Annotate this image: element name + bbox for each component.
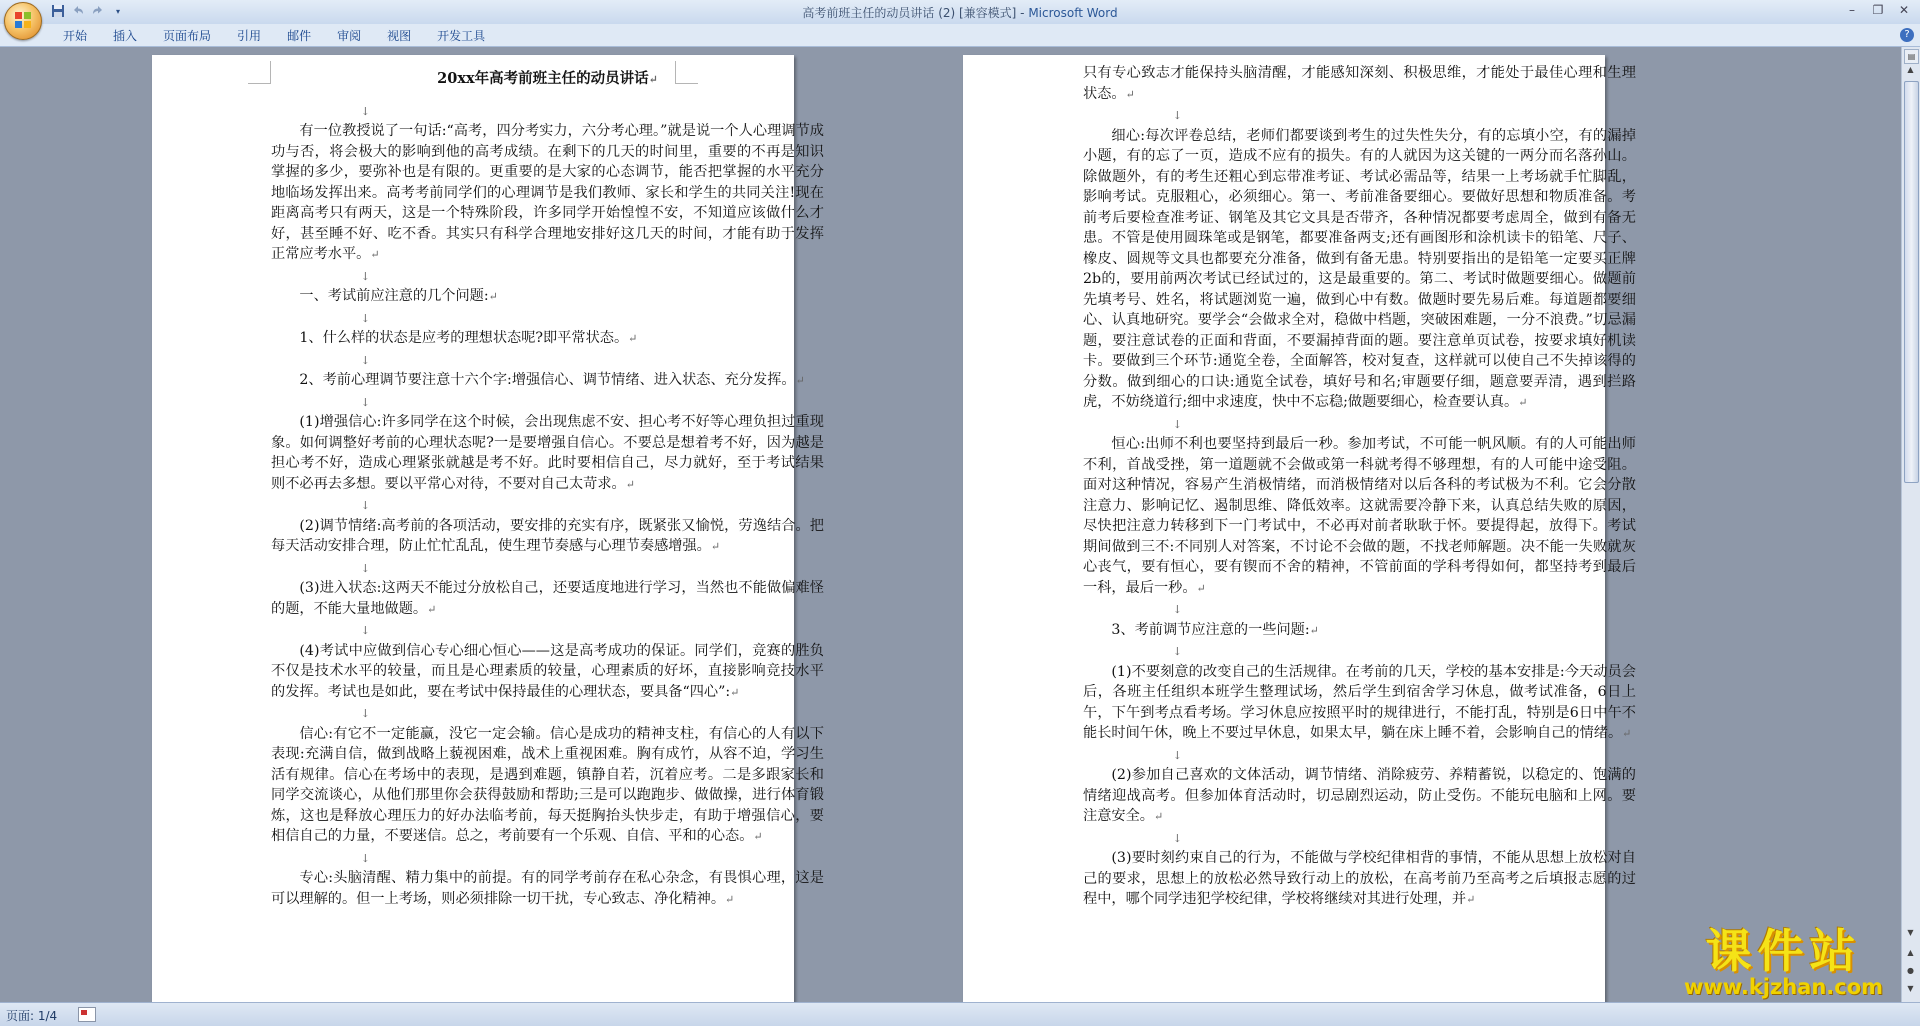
ribbon-tab[interactable]: 开发工具 <box>437 29 486 43</box>
empty-paragraph <box>271 848 824 869</box>
paragraph-mark-icon: ↵ <box>1196 581 1206 595</box>
macro-record-icon[interactable] <box>78 1007 96 1022</box>
status-bar <box>0 1002 1920 1026</box>
paragraph <box>271 578 824 620</box>
paragraph-text: (1)增强信心:许多同学在这个时候，会出现焦虑不安、担心考不好等心理负担过重现象。如何调整好考前的心理状态呢?一是要增强自信心。不要总是想着考不好，因为越是担心考不好，造成心理紧张就越是考不好。此时要相信自己，尽力就好，至于考试结果则不必再去多想。要以平常心对待，不要对自己太苛求。 <box>271 414 824 492</box>
watermark-logo <box>1661 925 1906 1005</box>
select-browse-object-icon[interactable]: ● <box>1907 966 1914 975</box>
paragraph <box>1083 434 1636 599</box>
paragraph-text: 一、考试前应注意的几个问题: <box>299 288 489 304</box>
paragraph-text: 细心:每次评卷总结，老师们都要谈到考生的过失性失分，有的忘填小空，有的漏掉小题，有的忘了一页，造成不应有的损失。有的人就因为这关键的一两分而名落孙山。除做题外，有的考生还粗心到忘带准考证、考试必需品等，结果一上考场就手忙脚乱，影响考试。克服粗心，必须细心。第一、考前准备要细心。要做好思想和物质准备。考前考后要检查准考证、钢笔及其它文具是否带齐，各种情况都要考虑周全，做到有备无患。不管是使用圆珠笔或是钢笔，都要准备两支;还有画图形和涂机读卡的铅笔、尺子、橡皮、圆规等文具也都要充分准备，做到有备无患。特别要指出的是铅笔一定要买正牌2b的，要用前两次考试已经试过的，这是最重要的。第二、考试时做题要细心。做题前先填考号、姓名，将试题浏览一遍，做到心中有数。做题时要先易后难。每道题都要细心、认真地研究。要学会“会做求全对，稳做中档题，突破困难题，一分不浪费。”切忌漏题，要注意试卷的正面和背面，不要漏掉背面的题。要注意单页试卷，按要求填好机读卡。要做到三个环节:通览全卷，全面解答，校对复查，这样就可以使自己不失掉该得的分数。做到细心的口诀:通览全试卷，填好号和名;审题要仔细，题意要弄清，遇到拦路虎，不妨绕道行;细中求速度，快中不忘稳;做题要细心，检查要认真。 <box>1083 127 1636 410</box>
empty-paragraph <box>271 620 824 641</box>
paragraph-mark-icon: ↵ <box>1309 623 1319 637</box>
paragraph <box>1083 126 1636 414</box>
paragraph-mark-icon: ↵ <box>710 540 721 553</box>
help-icon[interactable]: ? <box>1900 28 1914 42</box>
empty-paragraph <box>1083 414 1636 435</box>
paragraph-text: 1、什么样的状态是应考的理想状态呢?即平常状态。 <box>299 330 629 346</box>
paragraph-mark-icon: ↓ <box>360 499 370 512</box>
paragraph-text: (2)参加自己喜欢的文体活动，调节情绪、消除疲劳、养精蓄锐，以稳定的、饱满的情绪迎战高考。但参加体育活动时，切忌剧烈运动，防止受伤。不能玩电脑和上网。要注意安全。 <box>1083 767 1636 824</box>
empty-paragraph <box>271 703 824 724</box>
paragraph-text: 20xx年高考前班主任的动员讲话 <box>437 70 649 87</box>
document-page-2[interactable] <box>963 55 1636 1002</box>
empty-paragraph <box>1083 641 1636 662</box>
paragraph-mark-icon: ↵ <box>1518 396 1528 409</box>
paragraph-text: (3)进入状态:这两天不能过分放松自己，还要适度地进行学习，当然也不能做偏难怪的题，不能大量地做题。 <box>271 580 824 617</box>
paragraph <box>271 641 824 704</box>
empty-paragraph <box>271 350 824 371</box>
paragraph-mark-icon: ↓ <box>360 395 370 409</box>
document-area[interactable] <box>0 47 1902 1002</box>
empty-paragraph <box>1083 745 1636 766</box>
paragraph-mark-icon: ↵ <box>725 892 735 906</box>
page-text[interactable] <box>271 63 824 910</box>
ribbon-tab[interactable]: 视图 <box>387 29 412 43</box>
empty-paragraph <box>271 558 824 579</box>
watermark-title: 课件站 <box>1705 924 1862 978</box>
customize-icon[interactable]: ▾ <box>115 6 120 16</box>
paragraph-text: 恒心:出师不利也要坚持到最后一秒。参加考试，不可能一帆风顺。有的人可能出师不利，首战受挫，第一道题就不会做或第一科就考得不够理想，有的人可能中途受阻。面对这种情况，容易产生消极情绪，而消极情绪对以后各科的考试极为不利。它会分散注意力、影响记忆、遏制思维、降低效率。这就需要冷静下来，认真总结失败的原因，尽快把注意力转移到下一门考试中，不必再对前者耿耿于怀。要提得起，放得下。考试期间做到三不:不同别人对答案，不讨论不会做的题，不找老师解题。决不能一失败就灰心丧气，要有恒心，要有锲而不舍的精神，不管前面的学科考得如何，都坚持考到最后一科，最后一秒。 <box>1083 436 1636 596</box>
paragraph <box>271 328 824 350</box>
paragraph-text: 有一位教授说了一句话:“高考，四分考实力，六分考心理。”就是说一个人心理调节成功与否，将会极大的影响到他的高考成绩。在剩下的几天的时间里，重要的不再是知识掌握的多少，要弥补也是有限的。更重要的是大家的心态调节，能否把掌握的水平充分地临场发挥出来。高考考前同学们的心理调节是我们教师、家长和学生的共同关注!现在距离高考只有两天，这是一个特殊阶段，许多同学开始惶惶不安，不知道应该做什么才好，甚至睡不好、吃不香。其实只有科学合理地安排好这几天的时间，才能有助于发挥正常应考水平。 <box>271 123 824 262</box>
paragraph-mark-icon: ↓ <box>360 269 370 283</box>
paragraph <box>271 286 824 308</box>
paragraph-text: (2)调节情绪:高考前的各项活动，要安排的充实有序，既紧张又愉悦，劳逸结合。把每天活动安排合理，防止忙忙乱乱，使生理节奏感与心理节奏感增强。 <box>271 517 824 554</box>
paragraph-mark-icon: ↵ <box>625 477 635 491</box>
ribbon-tab[interactable]: 开始 <box>63 29 88 43</box>
paragraph <box>271 121 824 266</box>
paragraph-mark-icon: ↵ <box>795 374 805 387</box>
paragraph-mark-icon: ↵ <box>427 602 437 616</box>
title-bar <box>0 0 1920 25</box>
ribbon-tabs <box>50 28 498 44</box>
ribbon-tab[interactable]: 页面布局 <box>163 29 212 43</box>
paragraph <box>1083 63 1636 105</box>
paragraph-mark-icon: ↵ <box>730 685 740 699</box>
document-heading <box>271 69 824 91</box>
paragraph-mark-icon: ↓ <box>360 624 370 637</box>
office-button[interactable] <box>4 2 42 40</box>
paragraph <box>271 868 824 910</box>
paragraph-text: 信心:有它不一定能赢，没它一定会输。信心是成功的精神支柱，有信心的人有以下表现:充满自信，做到战略上藐视困难，战术上重视困难。胸有成竹，从容不迫，学习生活有规律。信心在考场中的表现，是遇到难题，镇静自若，沉着应考。二是多跟家长和同学交流谈心，从他们那里你会获得鼓励和帮助;三是可以跑跑步、做做操，进行体育锻炼，这也是释放心理压力的好办法临考前，每天挺胸抬头快步走，有助于增强信心，要相信自己的力量，不要迷信。总之，考前要有一个乐观、自信、平和的心态。 <box>271 725 824 844</box>
paragraph <box>271 724 824 848</box>
paragraph-mark-icon: ↵ <box>488 290 498 303</box>
next-page-icon[interactable]: ▼ <box>1907 984 1914 993</box>
ribbon-tab[interactable]: 审阅 <box>337 29 362 43</box>
ruler-toggle-icon[interactable]: ▤ <box>1904 49 1919 64</box>
paragraph <box>271 370 824 392</box>
paragraph <box>1083 662 1636 745</box>
paragraph-mark-icon: ↵ <box>1622 727 1632 740</box>
paragraph-mark-icon: ↓ <box>360 104 370 118</box>
empty-paragraph <box>271 392 824 413</box>
scroll-thumb[interactable] <box>1904 81 1919 483</box>
close-icon[interactable]: ✕ <box>1898 3 1910 17</box>
paragraph <box>1083 765 1636 828</box>
restore-icon[interactable]: ❐ <box>1872 3 1884 17</box>
paragraph-mark-icon: ↵ <box>1466 893 1476 906</box>
vertical-scrollbar[interactable] <box>1901 47 1920 1002</box>
paragraph-mark-icon: ↓ <box>1172 831 1182 845</box>
paragraph-mark-icon: ↓ <box>360 707 370 720</box>
paragraph <box>1083 848 1636 911</box>
paragraph-mark-icon: ↓ <box>360 851 370 865</box>
document-page-1[interactable] <box>152 55 824 1002</box>
paragraph-mark-icon: ↵ <box>648 73 658 86</box>
paragraph-mark-icon: ↓ <box>360 353 370 367</box>
scroll-down-icon[interactable]: ▼ <box>1907 928 1914 937</box>
previous-page-icon[interactable]: ▲ <box>1907 948 1914 957</box>
watermark-url: www.kjzhan.com <box>1683 975 1884 999</box>
empty-paragraph <box>1083 828 1636 849</box>
paragraph-mark-icon: ↓ <box>360 311 370 325</box>
ribbon <box>0 24 1920 47</box>
window-controls <box>1842 2 1914 18</box>
document-title: 高考前班主任的动员讲话 (2) [兼容模式] - <box>802 6 1029 20</box>
empty-paragraph <box>271 266 824 287</box>
empty-paragraph <box>1083 105 1636 126</box>
paragraph-text: 专心:头脑清醒、精力集中的前提。有的同学考前存在私心杂念，有畏惧心理，这是可以理解的。但一上考场，则必须排除一切干扰，专心致志、净化精神。 <box>271 870 824 907</box>
paragraph-text: 3、考前调节应注意的一些问题: <box>1111 621 1310 638</box>
paragraph-mark-icon: ↵ <box>1125 87 1135 101</box>
paragraph-text: 2、考前心理调节要注意十六个字:增强信心、调节情绪、进入状态、充分发挥。 <box>299 372 796 388</box>
ribbon-tab[interactable]: 插入 <box>113 29 138 43</box>
margin-corner-mark <box>248 61 271 84</box>
scroll-up-icon[interactable]: ▲ <box>1907 65 1914 74</box>
paragraph-text: (4)考试中应做到信心专心细心恒心——这是高考成功的保证。同学们，竞赛的胜负不仅是技术水平的较量，而且是心理素质的较量，心理素质的好坏，直接影响竞技水平的发挥。考试也是如此，要在考试中保持最佳的心理状态，要具备“四心”: <box>271 642 824 700</box>
empty-paragraph <box>271 495 824 516</box>
paragraph-mark-icon: ↵ <box>370 248 380 261</box>
paragraph-text: (3)要时刻约束自己的行为，不能做与学校纪律相背的事情，不能从思想上放松对自己的要求，思想上的放松必然导致行动上的放松，在高考前乃至高考之后填报志愿的过程中，哪个同学违犯学校纪律，学校将继续对其进行处理，并 <box>1083 850 1636 907</box>
paragraph <box>271 412 824 495</box>
office-logo-icon <box>14 11 32 29</box>
paragraph-mark-icon: ↓ <box>1172 417 1182 431</box>
paragraph <box>1083 620 1636 642</box>
paragraph-mark-icon: ↵ <box>753 830 763 843</box>
page-indicator[interactable]: 页面: 1/4 <box>6 1009 58 1023</box>
window-title <box>0 4 1920 21</box>
paragraph-mark-icon: ↵ <box>1153 810 1164 823</box>
paragraph-text: 只有专心致志才能保持头脑清醒，才能感知深刻、积极思维，才能处于最佳心理和生理状态。 <box>1083 65 1636 102</box>
ribbon-tab[interactable]: 引用 <box>237 29 262 43</box>
page-text[interactable] <box>1083 63 1636 911</box>
paragraph-mark-icon: ↓ <box>1172 748 1182 762</box>
paragraph-mark-icon: ↓ <box>360 561 370 575</box>
ribbon-tab[interactable]: 邮件 <box>287 29 312 43</box>
empty-paragraph <box>271 101 824 122</box>
minimize-icon[interactable]: – <box>1849 3 1855 17</box>
empty-paragraph <box>1083 599 1636 620</box>
empty-paragraph <box>271 308 824 329</box>
paragraph-mark-icon: ↓ <box>1172 603 1182 616</box>
paragraph-mark-icon: ↵ <box>628 332 638 345</box>
paragraph <box>271 516 824 558</box>
paragraph-mark-icon: ↓ <box>1172 109 1182 122</box>
paragraph-mark-icon: ↓ <box>1172 645 1182 658</box>
app-name: Microsoft Word <box>1028 6 1118 20</box>
paragraph-text: (1)不要刻意的改变自己的生活规律。在考前的几天，学校的基本安排是:今天动员会后，各班主任组织本班学生整理试场，然后学生到宿舍学习休息，做考试准备，6日上午，下午到考点看考场。学习休息应按照平时的规律进行，不能打乱，特别是6日中午不能长时间午休，晚上不要过早休息，如果太早，躺在床上睡不着，会影响自己的情绪。 <box>1083 663 1636 741</box>
